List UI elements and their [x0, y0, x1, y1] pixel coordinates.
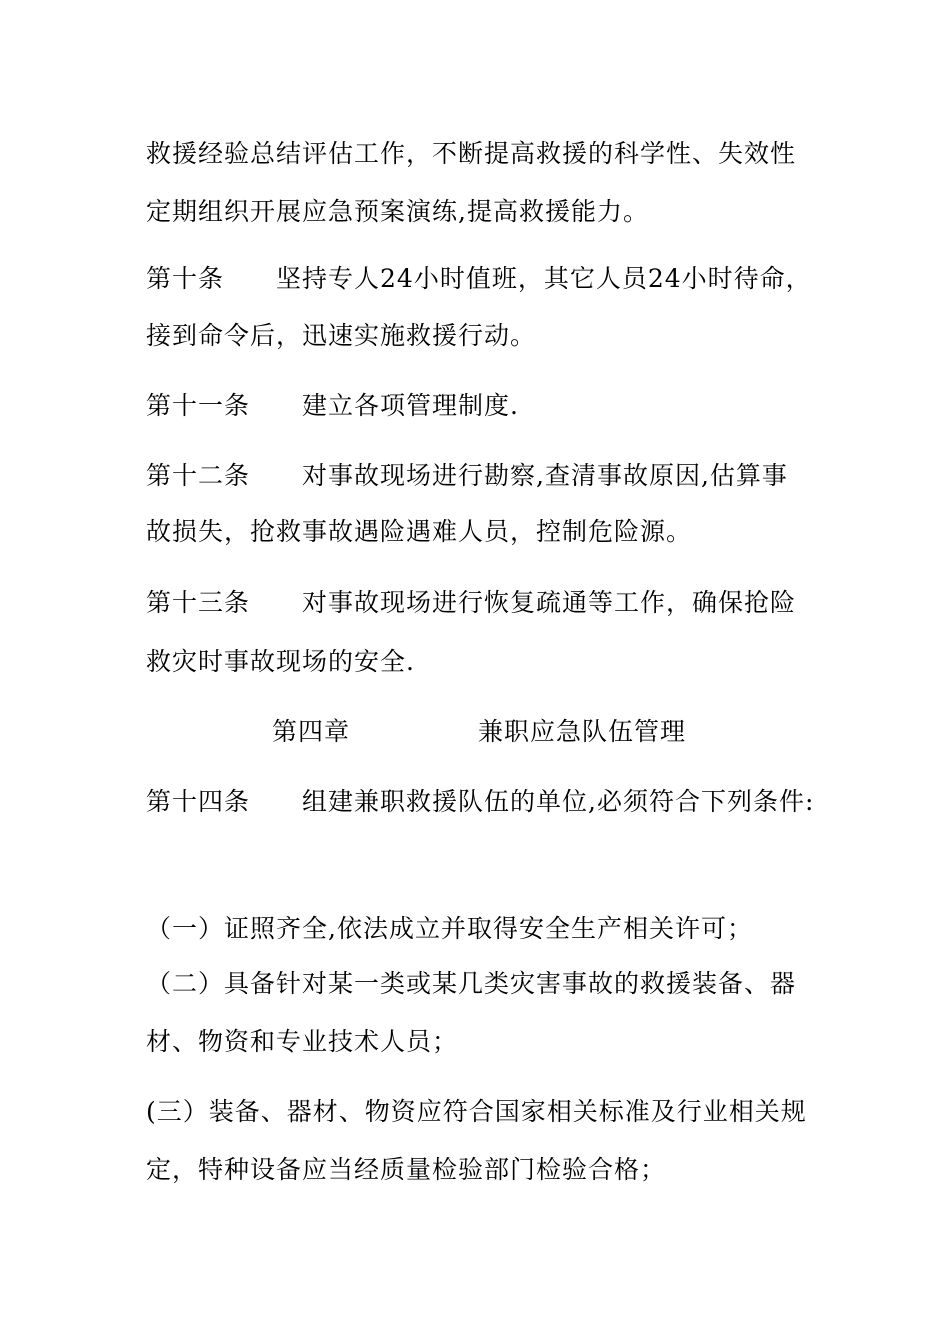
article-11 — [146, 390, 519, 422]
article-number: 第十四条 — [146, 787, 251, 816]
list-item: (三）装备、器材、物资应符合国家相关标准及行业相关规 — [146, 1097, 807, 1126]
text-line: 救援经验总结评估工作，不断提高救援的科学性、失效性 — [146, 139, 797, 168]
article-text: 坚持专人24小时值班，其它人员24小时待命， — [276, 264, 812, 293]
article-text: 对事故现场进行勘察,查清事故原因,估算事 — [302, 461, 788, 490]
text-line: 救灾时事故现场的安全. — [146, 647, 415, 676]
article-10 — [146, 263, 812, 295]
text-line: 故损失，抢救事故遇险遇难人员，控制危险源。 — [146, 517, 693, 546]
text-line: 定，特种设备应当经质量检验部门检验合格； — [146, 1155, 667, 1184]
article-text: 组建兼职救援队伍的单位,必须符合下列条件: — [302, 787, 815, 816]
article-text: 对事故现场进行恢复疏通等工作，确保抢险 — [302, 588, 797, 617]
text-line: 接到命令后，迅速实施救援行动。 — [146, 321, 537, 350]
article-number: 第十二条 — [146, 461, 251, 490]
article-14 — [146, 786, 814, 818]
article-13 — [146, 587, 796, 619]
article-number: 第十三条 — [146, 588, 251, 617]
article-text: 建立各项管理制度. — [302, 391, 519, 420]
list-item: （二）具备针对某一类或某几类灾害事故的救援装备、器 — [146, 969, 797, 998]
article-number: 第十条 — [146, 264, 225, 293]
article-12 — [146, 460, 788, 492]
list-item: （一）证照齐全,依法成立并取得安全生产相关许可； — [146, 914, 753, 943]
article-number: 第十一条 — [146, 391, 251, 420]
text-line: 定期组织开展应急预案演练,提高救援能力。 — [146, 197, 649, 226]
chapter-title: 兼职应急队伍管理 — [478, 717, 687, 746]
chapter-heading — [272, 716, 686, 748]
chapter-number: 第四章 — [272, 717, 351, 746]
text-line: 材、物资和专业技术人员； — [146, 1027, 459, 1056]
